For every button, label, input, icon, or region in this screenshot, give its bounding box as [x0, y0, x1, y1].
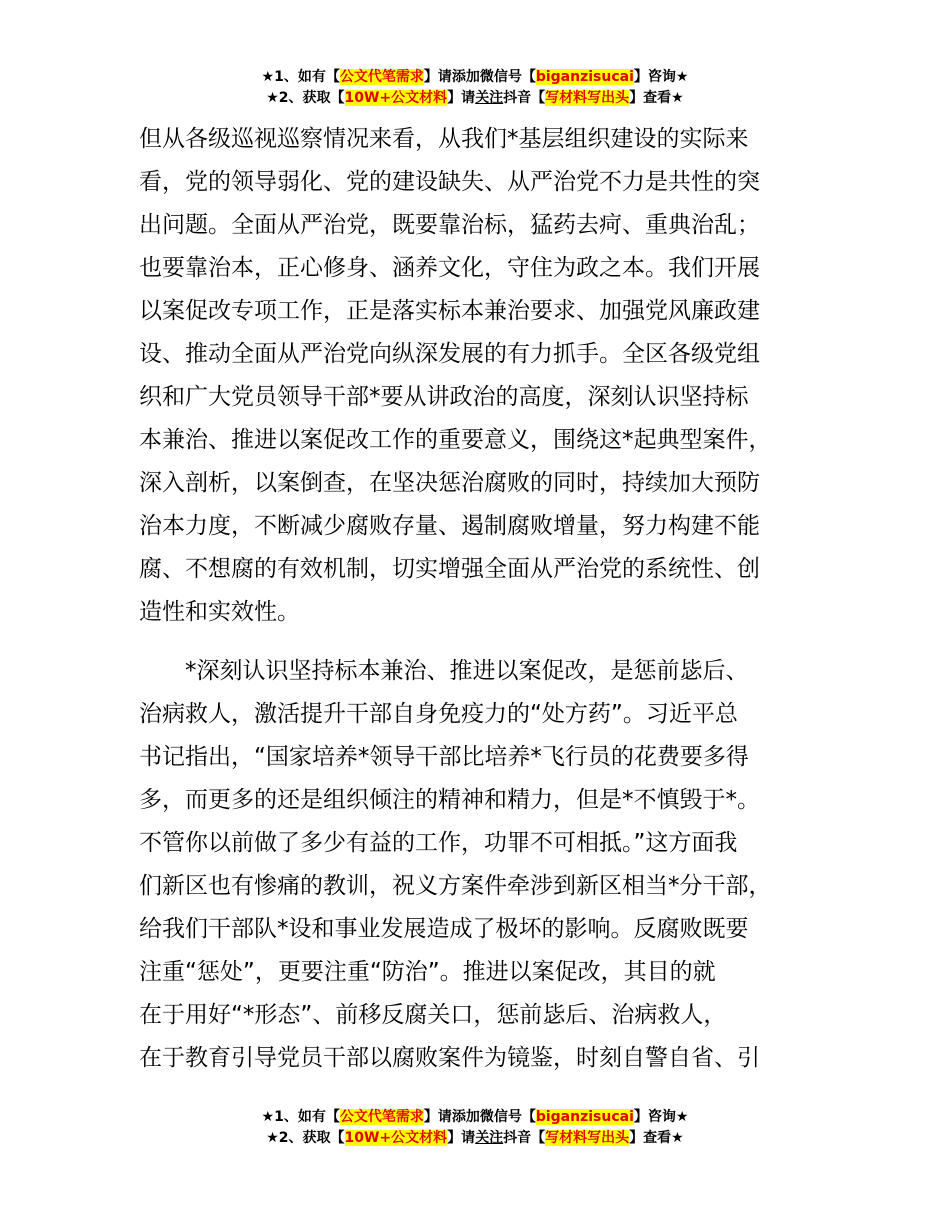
text-line: 在于用好“*形态”、前移反腐关口，惩前毖后、治病救人， [139, 1002, 727, 1028]
text-line: 设、推动全面从严治党向纵深发展的有力抓手。全区各级党组 [139, 341, 760, 367]
footer-banner [0, 1107, 950, 1149]
highlight-douyin: 写材料写出头 [545, 90, 630, 106]
text-line: 深入剖析，以案倒查，在坚决惩治腐败的同时，持续加大预防 [139, 470, 760, 496]
text-line: 出问题。全面从严治党，既要靠治标，猛药去疴、重典治乱； [139, 212, 760, 238]
paragraph-2 [139, 650, 829, 1080]
text-line: 造性和实效性。 [139, 599, 300, 625]
highlight-douyin: 写材料写出头 [545, 1130, 630, 1146]
text-line: 也要靠治本，正心修身、涵养文化，守住为政之本。我们开展 [139, 255, 760, 281]
banner-line-2 [0, 88, 950, 109]
banner-text: 抖音【 [503, 90, 546, 106]
banner-text: 】咨询★ [633, 69, 689, 85]
banner-text: 】请 [447, 1130, 476, 1146]
highlight-wechat-id: biganzisucai [535, 69, 634, 85]
text-line: 注重“惩处”，更要注重“防治”。推进以案促改，其目的就 [139, 959, 716, 985]
text-line: 腐、不想腐的有效机制，切实增强全面从严治党的系统性、创 [139, 556, 760, 582]
text-line: 在于教育引导党员干部以腐败案件为镜鉴，时刻自警自省、引 [139, 1045, 760, 1071]
banner-text: 】查看★ [629, 90, 684, 106]
document-body [139, 118, 829, 1080]
highlight-wechat-id: biganzisucai [535, 1109, 634, 1125]
banner-text: ★2、获取【 [266, 90, 345, 106]
banner-text: 】查看★ [629, 1130, 684, 1146]
paragraph-1 [139, 118, 829, 634]
banner-line-2 [0, 1128, 950, 1149]
banner-text: ★2、获取【 [266, 1130, 345, 1146]
highlight-materials: 10W+公文材料 [344, 90, 448, 106]
text-line: 不管你以前做了多少有益的工作，功罪不可相抵。”这方面我 [139, 830, 738, 856]
highlight-materials: 10W+公文材料 [344, 1130, 448, 1146]
banner-underlined-text: 关注 [475, 1130, 504, 1146]
banner-line-1 [0, 1107, 950, 1128]
text-line: 织和广大党员领导干部*要从讲政治的高度，深刻认识坚持标 [139, 384, 749, 410]
highlight-service: 公文代笔需求 [339, 69, 424, 85]
banner-text: 】请 [447, 90, 476, 106]
banner-text: 】请添加微信号【 [423, 69, 536, 85]
text-line: 治病救人，激活提升干部自身免疫力的“处方药”。习近平总 [139, 701, 738, 727]
banner-text: ★1、如有【 [261, 69, 340, 85]
text-line: *深刻认识坚持标本兼治、推进以案促改，是惩前毖后、 [185, 658, 749, 684]
banner-text: 抖音【 [503, 1130, 546, 1146]
text-line: 多，而更多的还是组织倾注的精神和精力，但是*不慎毁于*。 [139, 787, 760, 813]
banner-text: 】请添加微信号【 [423, 1109, 536, 1125]
banner-line-1 [0, 67, 950, 88]
highlight-service: 公文代笔需求 [339, 1109, 424, 1125]
text-line: 治本力度，不断减少腐败存量、遏制腐败增量，努力构建不能 [139, 513, 760, 539]
text-line: 但从各级巡视巡察情况来看，从我们*基层组织建设的实际来 [139, 126, 749, 152]
banner-text: 】咨询★ [633, 1109, 689, 1125]
text-line: 本兼治、推进以案促改工作的重要意义，围绕这*起典型案件， [139, 427, 772, 453]
text-line: 书记指出，“国家培养*领导干部比培养*飞行员的花费要多得 [139, 744, 749, 770]
banner-text: ★1、如有【 [261, 1109, 340, 1125]
banner-underlined-text: 关注 [475, 90, 504, 106]
text-line: 看，党的领导弱化、党的建设缺失、从严治党不力是共性的突 [139, 169, 760, 195]
text-line: 以案促改专项工作，正是落实标本兼治要求、加强党风廉政建 [139, 298, 760, 324]
text-line: 们新区也有惨痛的教训，祝义方案件牵涉到新区相当*分干部， [139, 873, 772, 899]
text-line: 给我们干部队*设和事业发展造成了极坏的影响。反腐败既要 [139, 916, 749, 942]
header-banner [0, 67, 950, 109]
